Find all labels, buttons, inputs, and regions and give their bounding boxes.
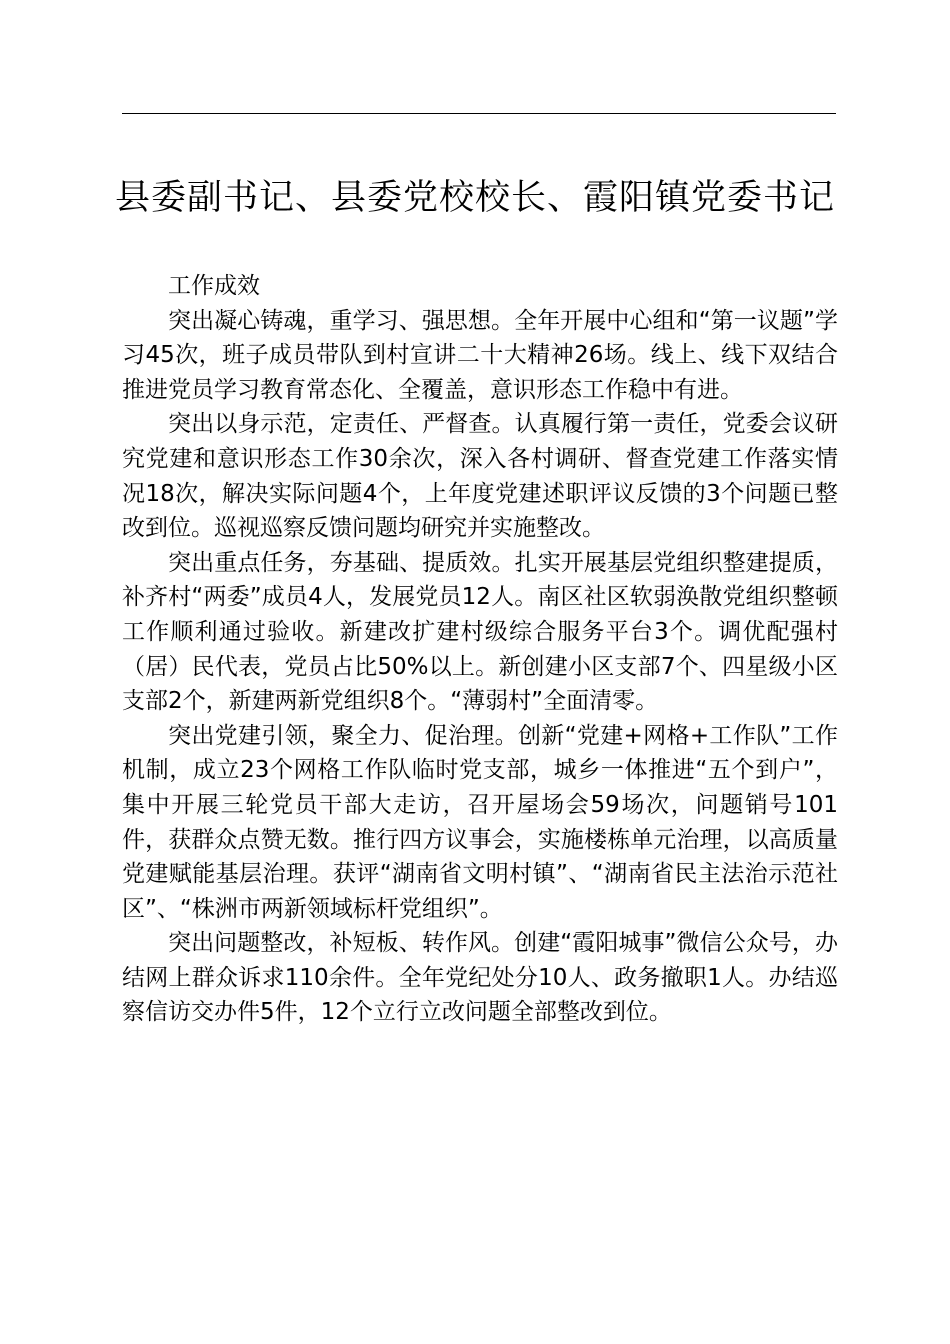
paragraph-key-tasks: 突出重点任务，夯基础、提质效。扎实开展基层党组织整建提质，补齐村“两委”成员4人，发展党员12人。南区社区软弱涣散党组织整顿工作顺利通过验收。新建改扩建村级综合服务平台3个。调优配强村（居）民代表，党员占比50%以上。新创建小区支部7个、四星级小区支部2个，新建两新党组织8个。“薄弱村”全面清零。	[122, 549, 838, 715]
paragraph-study: 突出凝心铸魂，重学习、强思想。全年开展中心组和“第一议题”学习45次，班子成员带队到村宣讲二十大精神26场。线上、线下双结合推进党员学习教育常态化、全覆盖，意识形态工作稳中有进。	[122, 307, 838, 403]
header-rule	[122, 113, 836, 114]
paragraph-rectification: 突出问题整改，补短板、转作风。创建“霞阳城事”微信公众号，办结网上群众诉求110余件。全年党纪处分10人、政务撤职1人。办结巡察信访交办件5件，12个立行立改问题全部整改到位。	[122, 930, 838, 1026]
document-body	[122, 269, 838, 1030]
paragraph-governance: 突出党建引领，聚全力、促治理。创新“党建+网格+工作队”工作机制，成立23个网格工作队临时党支部，城乡一体推进“五个到户”，集中开展三轮党员干部大走访，召开屋场会59场次，问题销号101件，获群众点赞无数。推行四方议事会，实施楼栋单元治理，以高质量党建赋能基层治理。获评“湖南省文明村镇”、“湖南省民主法治示范社区”、“株洲市两新领域标杆党组织”。	[122, 722, 838, 922]
section-heading: 工作成效	[168, 273, 260, 299]
document-title: 县委副书记、县委党校校长、霞阳镇党委书记	[114, 178, 835, 218]
paragraph-responsibility: 突出以身示范，定责任、严督查。认真履行第一责任，党委会议研究党建和意识形态工作30余次，深入各村调研、督查党建工作落实情况18次，解决实际问题4个，上年度党建述职评议反馈的3个问题已整改到位。巡视巡察反馈问题均研究并实施整改。	[122, 411, 838, 542]
